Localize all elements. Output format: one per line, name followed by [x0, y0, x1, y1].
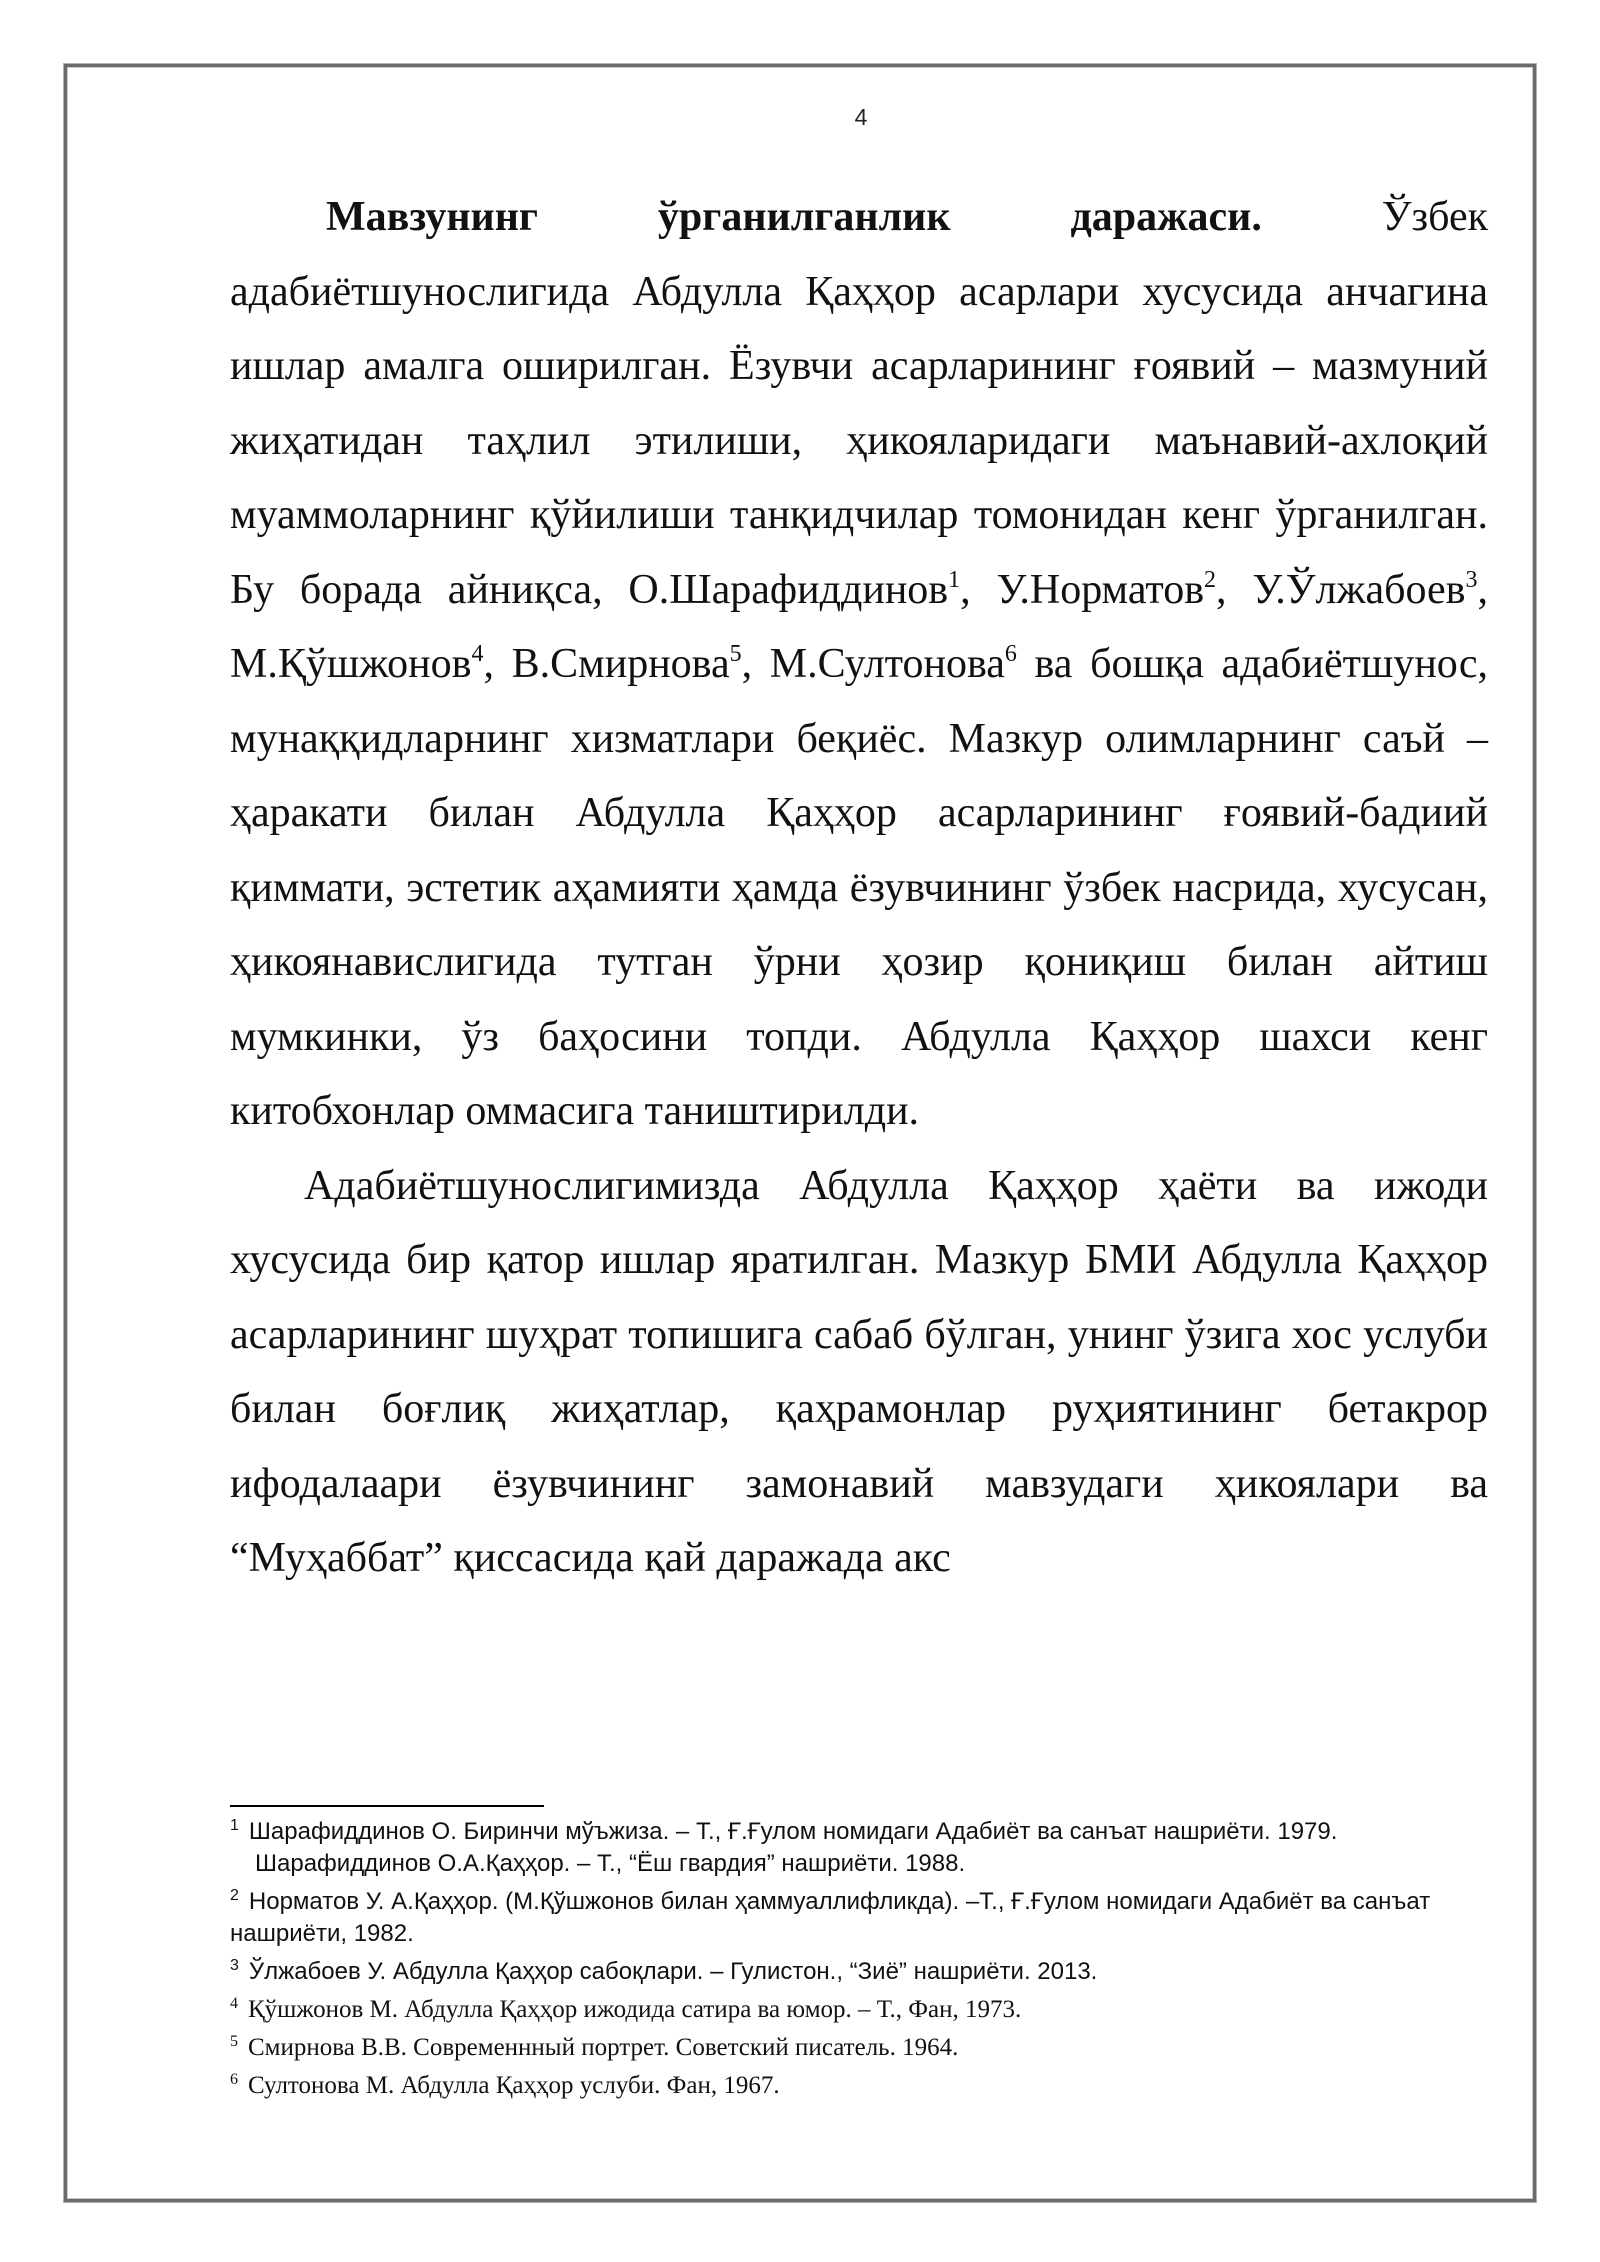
paragraph-1-text-6: , М.Султонова — [741, 641, 1005, 687]
footnote-ref-3[interactable]: 3 — [1465, 566, 1478, 593]
footnote-text: Шарафиддинов О.А.Қаҳҳор. – Т., “Ёш гвардия” нашриёти. 1988. — [255, 1850, 966, 1877]
footnote-number: 5 — [230, 2033, 238, 2050]
footnote-1 — [230, 1810, 1500, 1848]
footnote-4 — [230, 1988, 1500, 2026]
paragraph-1-text-4: , М.Қўшжонов — [230, 566, 1488, 687]
footnote-text: Смирнова В.В. Современнный портрет. Советский писатель. 1964. — [248, 2034, 959, 2061]
footnote-2 — [230, 1880, 1500, 1950]
footnote-ref-4[interactable]: 4 — [471, 641, 484, 667]
paragraph-1-text-3: , У.Ўлжабоев — [1216, 566, 1466, 613]
footnote-text: Норматов У. А.Қаҳҳор. (М.Қўшжонов билан ҳаммуаллифликда). –Т., Ғ.Ғулом номидаги Адабиёт ва санъат нашриёти, 1982. — [230, 1888, 1431, 1947]
footnote-ref-1[interactable]: 1 — [948, 566, 961, 593]
footnote-number: 1 — [230, 1817, 239, 1834]
footnotes — [230, 1810, 1500, 2102]
main-text — [230, 180, 1488, 1596]
paragraph-1 — [230, 180, 1488, 1149]
footnote-5 — [230, 2026, 1500, 2064]
footnote-number: 4 — [230, 1995, 238, 2012]
paragraph-1-text-1: Ўзбек адабиётшунослигида Абдулла Қаҳҳор асарлари хусусида анчагина ишлар амалга оширилган. Ёзувчи асарларининг ғоявий – мазмуний жиҳатидан таҳлил этилиши, ҳикояларидаги маънавий-ахлоқий муаммоларнинг қўйилиши танқидчилар томонидан кенг ўрганилган. Бу борада айниқса, О.Шарафиддинов — [230, 194, 1488, 613]
footnote-text: Ўлжабоев У. Абдулла Қаҳҳор сабоқлари. – Гулистон., “Зиё” нашриёти. 2013. — [248, 1958, 1098, 1985]
footnote-text: Султонова М. Абдулла Қаҳҳор услуби. Фан, 1967. — [248, 2072, 780, 2099]
page-number: 4 — [854, 104, 868, 130]
footnote-1-continued — [230, 1848, 1500, 1880]
paragraph-1-text-2: , У.Норматов — [960, 566, 1205, 613]
paragraph-2: Адабиётшунослигимизда Абдулла Қаҳҳор ҳаёти ва ижоди хусусида бир қатор ишлар яратилган. Мазкур БМИ Абдулла Қаҳҳор асарларининг шуҳрат топишига сабаб бўлган, унинг ўзига хос услуби билан боғлиқ жиҳатлар, қаҳрамонлар руҳиятининг бетакрор ифодалаари ёзувчининг замонавий мавзудаги ҳикоялари ва “Муҳаббат” қиссасида қай даражада акс — [230, 1162, 1488, 1581]
footnote-6 — [230, 2064, 1500, 2102]
footnote-ref-5[interactable]: 5 — [729, 641, 742, 667]
footnote-separator — [230, 1805, 544, 1807]
section-heading: Мавзунинг ўрганилганлик даражаси. — [326, 194, 1262, 240]
footnote-text: Шарафиддинов О. Биринчи мўъжиза. – Т., Ғ.Ғулом номидаги Адабиёт ва санъат нашриёти. 1979. — [248, 1818, 1338, 1845]
footnote-number: 3 — [230, 1957, 239, 1974]
footnote-number: 6 — [230, 2071, 238, 2088]
footnote-ref-6[interactable]: 6 — [1004, 641, 1017, 667]
footnote-text: Қўшжонов М. Абдулла Қаҳҳор ижодида сатира ва юмор. – Т., Фан, 1973. — [248, 1996, 1022, 2023]
footnote-ref-2[interactable]: 2 — [1204, 566, 1217, 593]
footnote-number: 2 — [230, 1887, 239, 1904]
footnote-3 — [230, 1950, 1500, 1988]
paragraph-1-text-5: , В.Смирнова — [483, 641, 730, 687]
paragraph-1-text-7: ва бошқа адабиётшунос, мунаққидларнинг хизматлари беқиёс. Мазкур олимларнинг саъй – ҳаракати билан Абдулла Қаҳҳор асарларининг ғоявий-бадиий қиммати, эстетик аҳамияти ҳамда ёзувчининг ўзбек насрида, хусусан, ҳикоянавислигида тутган ўрни ҳозир қониқиш билан айтиш мумкинки, ўз баҳосини топди. Абдулла Қаҳҳор шахси кенг китобхонлар оммасига таништирилди. — [230, 641, 1488, 1134]
